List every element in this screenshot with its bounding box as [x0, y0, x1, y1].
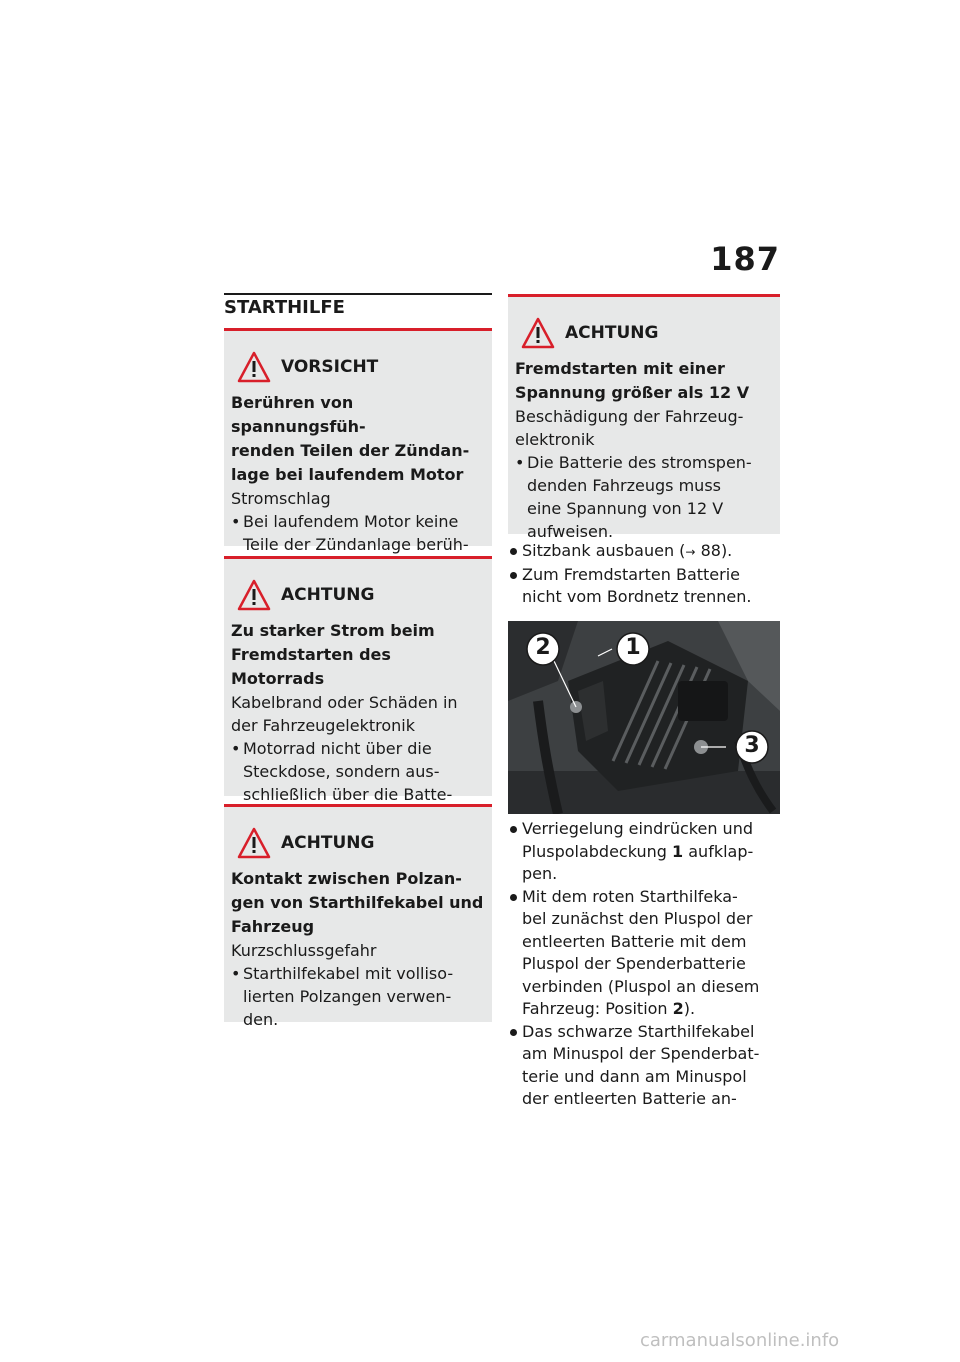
step-text: ). — [683, 999, 696, 1018]
warning-box-vorsicht — [224, 328, 492, 554]
title-line: Fremdstarten des Motorrads — [231, 645, 391, 688]
warning-label: ACHTUNG — [565, 323, 659, 343]
step-text: 88). — [700, 541, 733, 560]
bullet-line: Steckdose, sondern aus- — [243, 762, 440, 781]
battery-photo — [508, 621, 780, 814]
bullet-line: • Bei laufendem Motor keine — [243, 512, 459, 531]
title-line: Fremdstarten mit einer — [515, 359, 725, 378]
step-line: pen. — [522, 864, 558, 883]
warning-instruction — [515, 451, 772, 543]
step-line: entleerten Batterie mit dem — [522, 931, 747, 951]
warning-box-achtung-spannung — [508, 294, 780, 541]
warning-consequence — [231, 691, 484, 737]
title-line: Fahrzeug — [231, 917, 315, 936]
step-text: Sitzbank ausbauen ( — [522, 541, 686, 560]
callout-3: 3 — [744, 733, 760, 758]
callout-2: 2 — [535, 635, 551, 660]
step-line: Zum Fremdstarten Batterie — [522, 564, 740, 584]
warning-title — [231, 619, 484, 691]
page-number: 187 — [710, 240, 780, 278]
bullet-line: • Motorrad nicht über die — [243, 739, 432, 758]
bullet-line: • Die Batterie des stromspen- — [527, 453, 752, 472]
step-line: Mit dem roten Starthilfeka- — [522, 886, 738, 906]
step-line: bel zunächst den Pluspol der — [522, 909, 753, 928]
title-line: Berühren von spannungsfüh- — [231, 393, 366, 436]
title-line: lage bei laufendem Motor — [231, 465, 464, 484]
bullet-line: lierten Polzangen verwen- — [243, 987, 452, 1006]
step-item — [508, 818, 780, 886]
warning-title — [231, 867, 484, 939]
step-item — [508, 1021, 780, 1111]
text-line: Beschädigung der Fahrzeug- — [515, 407, 744, 426]
bullet-line: • Starthilfekabel mit volliso- — [243, 964, 454, 983]
warning-instruction — [231, 962, 484, 1031]
warning-consequence — [515, 405, 772, 451]
text-line: elektronik — [515, 430, 595, 449]
section-title: STARTHILFE — [224, 297, 345, 318]
step-item — [508, 564, 780, 609]
title-line: renden Teilen der Zündan- — [231, 441, 470, 460]
warning-header — [237, 825, 484, 861]
step-text: Pluspolabdeckung — [522, 841, 673, 861]
warning-header — [237, 577, 484, 613]
title-line: Spannung größer als 12 V — [515, 383, 750, 402]
step-line: Das schwarze Starthilfekabel — [522, 1021, 755, 1041]
step-line: Verriegelung eindrücken und — [522, 819, 753, 838]
bullet-line: den. — [243, 1010, 279, 1029]
bullet-line: schließlich über die Batte- — [243, 785, 453, 804]
watermark: carmanualsonline.info — [640, 1330, 840, 1351]
bullet-line: denden Fahrzeugs muss — [527, 476, 721, 495]
warning-box-achtung-strom — [224, 556, 492, 804]
bullet-line: aufweisen. — [527, 522, 614, 541]
step-line: terie und dann am Minuspol — [522, 1066, 747, 1086]
step-line: nicht vom Bordnetz trennen. — [522, 587, 752, 606]
position-ref: 2 — [672, 999, 684, 1018]
title-line: Zu starker Strom beim — [231, 621, 435, 640]
step-item — [508, 540, 780, 564]
step-item — [508, 886, 780, 1021]
page-ref-arrow-icon[interactable]: → — [685, 545, 696, 559]
warning-triangle-icon — [237, 351, 271, 383]
warning-header — [521, 315, 772, 351]
bullet-line: Teile der Zündanlage berüh- — [243, 535, 469, 554]
step-line: am Minuspol der Spenderbat- — [522, 1044, 760, 1063]
section-rule — [224, 293, 492, 295]
steps-top — [508, 540, 780, 609]
step-line: der entleerten Batterie an- — [522, 1089, 737, 1108]
warning-consequence: Kurzschlussgefahr — [231, 941, 377, 960]
text-line: der Fahrzeugelektronik — [231, 716, 415, 735]
warning-triangle-icon — [237, 579, 271, 611]
warning-label: ACHTUNG — [281, 585, 375, 605]
bullet-line: eine Spannung von 12 V — [527, 499, 724, 518]
text-line: Kabelbrand oder Schäden in — [231, 693, 458, 712]
warning-title — [231, 391, 484, 487]
warning-label: ACHTUNG — [281, 833, 375, 853]
step-line: verbinden (Pluspol an diesem — [522, 976, 760, 996]
step-line — [522, 841, 780, 864]
warning-header — [237, 349, 484, 385]
position-ref: 1 — [672, 841, 684, 861]
step-text: Fahrzeug: Position — [522, 999, 673, 1018]
warning-box-achtung-kontakt — [224, 804, 492, 1029]
warning-consequence: Stromschlag — [231, 489, 331, 508]
warning-label: VORSICHT — [281, 357, 379, 377]
step-line — [522, 998, 780, 1021]
title-line: gen von Starthilfekabel und — [231, 893, 484, 912]
warning-triangle-icon — [237, 827, 271, 859]
steps-bottom — [508, 818, 780, 1111]
warning-triangle-icon — [521, 317, 555, 349]
title-line: Kontakt zwischen Polzan- — [231, 869, 462, 888]
warning-title — [515, 357, 772, 405]
step-text: aufklap- — [683, 841, 754, 861]
callout-1: 1 — [625, 635, 641, 660]
step-line: Pluspol der Spenderbatterie — [522, 954, 746, 973]
